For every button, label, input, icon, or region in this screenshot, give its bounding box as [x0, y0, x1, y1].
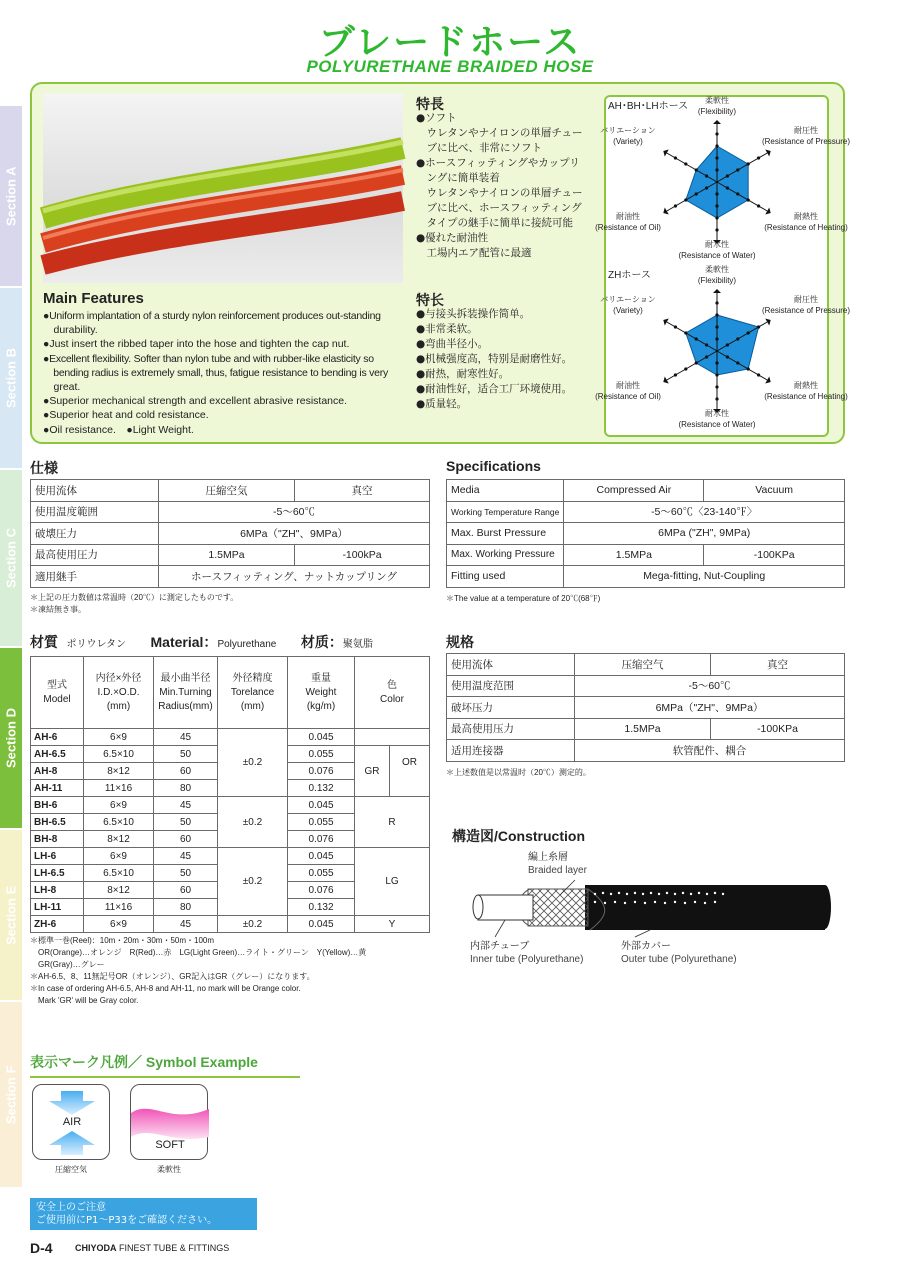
table-row — [447, 501, 845, 523]
radar-chart-1 — [595, 96, 851, 267]
radar-tick — [695, 168, 698, 171]
radius-cell: 80 — [154, 899, 218, 916]
spec-value: Vacuum — [704, 480, 845, 502]
radar-chart-2 — [595, 265, 851, 436]
model-cell: LH-6 — [31, 848, 84, 865]
radar-tick — [715, 216, 718, 219]
section-tab-label: Section A — [3, 166, 19, 226]
spec-label: Max. Burst Pressure — [447, 523, 564, 545]
axis-arrow-icon — [765, 208, 770, 215]
spec-label: Fitting used — [447, 566, 564, 588]
radar-tick — [757, 373, 760, 376]
spec-label: 使用流体 — [31, 480, 159, 502]
features-cn-line: ●非常柔软。 — [416, 323, 478, 335]
page-number: D-4 — [30, 1240, 53, 1256]
note-line: ＊上記の圧力数値は常温時（20℃）に測定したものです。 — [30, 593, 239, 602]
section-tab-a[interactable] — [0, 106, 22, 286]
radar-tick — [715, 228, 718, 231]
axis-arrow-icon — [765, 377, 770, 384]
size-cell: 8×12 — [84, 831, 154, 848]
weight-cell: 0.045 — [288, 848, 355, 865]
radar-tick — [715, 156, 718, 159]
table-row — [447, 697, 845, 719]
weight-cell: 0.076 — [288, 831, 355, 848]
column-header: 色 Color — [355, 657, 430, 729]
radius-cell: 45 — [154, 848, 218, 865]
braided-layer — [528, 889, 588, 926]
table-row — [31, 729, 430, 746]
radar-tick — [705, 186, 708, 189]
table-row — [447, 566, 845, 588]
spec-cn-note: ＊上述数值是以常温时（20℃）测定的。 — [446, 768, 591, 777]
spec-label: Working Temperature Range — [447, 501, 564, 523]
features-jp-line: ●ソフト — [416, 112, 457, 124]
axis-arrow-icon — [765, 150, 770, 157]
radar-axis-label: 耐水性(Resistance of Water) — [678, 240, 756, 260]
spec-label: 最高使用圧力 — [31, 544, 159, 566]
radar-tick — [715, 192, 718, 195]
size-cell: 6×9 — [84, 729, 154, 746]
column-header: 型式 Model — [31, 657, 84, 729]
weight-cell: 0.132 — [288, 780, 355, 797]
axis-arrow-icon — [713, 120, 721, 124]
features-cn-line: ●弯曲半径小。 — [416, 338, 489, 350]
radar-title-1: AH･BH･LHホース — [608, 101, 689, 112]
braided-en: Braided layer — [528, 865, 587, 876]
radar-tick — [705, 174, 708, 177]
radius-cell: 60 — [154, 831, 218, 848]
radius-cell: 50 — [154, 865, 218, 882]
features-en-line: ●Just insert the ribbed taper into the hose and tighten the cap nut. — [43, 338, 350, 351]
page-title: ブレードホース — [318, 22, 582, 63]
radar-tick — [747, 162, 750, 165]
spec-value: -5～60℃ — [575, 675, 845, 697]
spec-value: 真空 — [295, 480, 430, 502]
radar-tick — [684, 162, 687, 165]
outer-tube — [585, 885, 825, 930]
spec-en-table — [446, 479, 845, 588]
radar-tick — [695, 337, 698, 340]
radar-tick — [715, 301, 718, 304]
radar-tick — [715, 373, 718, 376]
column-header: 外径精度 Torelance (mm) — [218, 657, 288, 729]
radar-tick — [684, 331, 687, 334]
material-en-label: Material： — [150, 634, 218, 650]
note-line: ＊標準一巻(Reel)：10m・20m・30m・50m・100m — [30, 936, 215, 945]
features-en-list — [43, 309, 408, 437]
radar-axis-label: 耐油性(Resistance of Oil) — [595, 212, 661, 232]
spec-value: 6MPa（"ZH"、9MPa） — [575, 697, 845, 719]
size-cell: 6.5×10 — [84, 814, 154, 831]
model-cell: AH-6.5 — [31, 746, 84, 763]
weight-cell: 0.132 — [288, 899, 355, 916]
features-en-line: bending radius is extremely small, thus, fatigue resistance to bending is very — [43, 366, 389, 379]
model-cell: AH-8 — [31, 763, 84, 780]
color-cell: R — [355, 797, 430, 848]
radar-tick — [684, 367, 687, 370]
outer-tube-label — [621, 940, 737, 966]
section-tab-label: Section F — [3, 1065, 19, 1124]
spec-value: 软管配件、耦合 — [575, 740, 845, 762]
axis-arrow-icon — [663, 377, 668, 384]
radar-tick — [736, 192, 739, 195]
inner-tube — [478, 895, 533, 920]
table-row — [447, 544, 845, 566]
size-cell: 11×16 — [84, 899, 154, 916]
outer-en: Outer tube (Polyurethane) — [621, 954, 737, 965]
features-jp-line: ●ホースフィッティングやカップリ — [416, 157, 580, 169]
note-line: ＊凍結無き事。 — [30, 605, 86, 614]
radar-tick — [757, 204, 760, 207]
material-line — [30, 632, 373, 652]
note-line: ＊AH-6.5、8、11無記号OR（オレンジ）、GR記入はGR（グレー）になります。 — [30, 972, 315, 981]
features-jp-line: ブに比べ、ホースフィッティング — [416, 202, 582, 214]
spec-jp-notes — [30, 592, 238, 616]
features-jp-line: ウレタンやナイロンの単層チュー — [416, 127, 583, 139]
braided-layer-label — [528, 851, 587, 877]
spec-jp-table — [30, 479, 430, 588]
section-tab-label: Section C — [3, 528, 19, 588]
spec-value: 6MPa ("ZH", 9MPa) — [564, 523, 845, 545]
radar-axis-label: バリエーション(Variety) — [600, 295, 656, 315]
table-row — [447, 480, 845, 502]
column-header: 重量 Weight (kg/m) — [288, 657, 355, 729]
radar-tick — [695, 192, 698, 195]
radar-tick — [757, 156, 760, 159]
braided-jp: 編上糸層 — [528, 852, 568, 863]
note-line: OR(Orange)…オレンジ R(Red)…赤 LG(Light Green)…ライト・グリーン Y(Yellow)…黄 — [30, 948, 367, 957]
size-cell: 6.5×10 — [84, 865, 154, 882]
spec-label: 適用継手 — [31, 566, 159, 588]
radius-cell: 45 — [154, 916, 218, 933]
model-notes — [30, 935, 435, 1007]
spec-value: 1.5MPa — [564, 544, 704, 566]
outer-jp: 外部カバー — [621, 941, 671, 952]
construction-heading: 構造図/Construction — [452, 828, 585, 844]
material-jp-value: ポリウレタン — [66, 639, 127, 650]
spec-value: ホースフィッティング、ナットカップリング — [159, 566, 430, 588]
hose-photo — [43, 93, 403, 283]
table-row — [447, 740, 845, 762]
features-jp-line: 工場内エア配管に最適 — [416, 247, 532, 259]
spec-cn-heading: 规格 — [446, 634, 474, 650]
radar-tick — [757, 325, 760, 328]
features-en-heading: Main Features — [43, 290, 144, 307]
features-en-line: ●Superior mechanical strength and excellent abrasive resistance. — [43, 395, 348, 408]
table-row — [31, 566, 430, 588]
safety-notice — [30, 1198, 257, 1230]
tolerance-cell: ±0.2 — [218, 797, 288, 848]
air-symbol-caption: 圧縮空気 — [55, 1165, 87, 1174]
radar-tick — [736, 361, 739, 364]
features-jp-heading: 特長 — [416, 97, 444, 113]
radar-tick — [747, 331, 750, 334]
size-cell: 8×12 — [84, 763, 154, 780]
table-row — [31, 544, 430, 566]
table-row — [31, 848, 430, 865]
air-symbol-label: AIR — [62, 1116, 82, 1128]
size-cell: 8×12 — [84, 882, 154, 899]
radar-axis-label: バリエーション(Variety) — [600, 126, 656, 146]
radar-axis-label: 耐熱性(Resistance of Heating) — [764, 381, 848, 401]
radius-cell: 50 — [154, 746, 218, 763]
radar-tick — [705, 355, 708, 358]
color-cell: OR — [390, 746, 430, 780]
radar-tick — [726, 343, 729, 346]
features-cn-heading: 特长 — [416, 293, 444, 309]
radar-tick — [715, 204, 718, 207]
brand-tagline: FINEST TUBE & FITTINGS — [119, 1243, 230, 1253]
spec-value: -100KPa — [711, 718, 845, 740]
table-row — [31, 916, 430, 933]
soft-symbol-label: SOFT — [145, 1139, 195, 1151]
size-cell: 6.5×10 — [84, 746, 154, 763]
radar-tick — [715, 337, 718, 340]
model-cell: BH-6 — [31, 797, 84, 814]
color-cell: LG — [355, 848, 430, 916]
radar-axis-label: 耐圧性(Resistance of Pressure) — [761, 126, 851, 146]
radius-cell: 45 — [154, 797, 218, 814]
radar-tick — [726, 174, 729, 177]
table-row — [31, 797, 430, 814]
safety-line: 安全上のご注意 — [36, 1202, 106, 1213]
spec-value: -100kPa — [295, 544, 430, 566]
model-cell: BH-8 — [31, 831, 84, 848]
spec-value: 1.5MPa — [159, 544, 295, 566]
radar-tick — [726, 186, 729, 189]
radar-axis-label: 耐熱性(Resistance of Heating) — [764, 212, 848, 232]
radar-axis-label: 柔軟性(Flexibility) — [697, 265, 737, 285]
table-row — [447, 675, 845, 697]
inner-jp: 内部チューブ — [470, 941, 530, 952]
weight-cell: 0.055 — [288, 814, 355, 831]
section-tab-f[interactable] — [0, 1002, 22, 1187]
radar-tick — [705, 343, 708, 346]
radar-area — [686, 315, 759, 375]
radar-axis-label: 耐圧性(Resistance of Pressure) — [761, 295, 851, 315]
note-line: ＊In case of ordering AH-6.5, AH-8 and AH-11, no mark will be Orange color. — [30, 984, 301, 993]
model-cell: LH-11 — [31, 899, 84, 916]
spec-jp-heading: 仕様 — [30, 460, 58, 476]
spec-label: 破壊圧力 — [31, 523, 159, 545]
table-row — [31, 480, 430, 502]
inner-tube-label — [470, 940, 583, 966]
footer-brand — [75, 1243, 229, 1253]
features-jp-line: ングに簡単装着 — [416, 172, 500, 184]
radar-tick — [715, 313, 718, 316]
radar-tick — [715, 385, 718, 388]
size-cell: 11×16 — [84, 780, 154, 797]
model-cell: ZH-6 — [31, 916, 84, 933]
table-row — [31, 523, 430, 545]
radar-tick — [684, 198, 687, 201]
radius-cell: 45 — [154, 729, 218, 746]
weight-cell: 0.045 — [288, 729, 355, 746]
tolerance-cell: ±0.2 — [218, 848, 288, 916]
radar-tick — [674, 373, 677, 376]
spec-label: 使用流体 — [447, 654, 575, 676]
axis-arrow-icon — [663, 150, 668, 157]
material-en-value: Polyurethane — [217, 639, 277, 650]
table-row — [447, 718, 845, 740]
radius-cell: 50 — [154, 814, 218, 831]
material-cn-label: 材质： — [300, 634, 343, 650]
table-row — [447, 523, 845, 545]
spec-label: 适用连接器 — [447, 740, 575, 762]
features-en-line: great. — [43, 381, 81, 394]
axis-arrow-icon — [663, 319, 668, 326]
table-header-row — [31, 657, 430, 729]
spec-value: 6MPa（"ZH"、9MPa） — [159, 523, 430, 545]
section-tab-c[interactable] — [0, 470, 22, 646]
model-cell: LH-8 — [31, 882, 84, 899]
features-jp-line: ●優れた耐油性 — [416, 232, 489, 244]
features-cn-list — [416, 307, 606, 412]
radius-cell: 60 — [154, 763, 218, 780]
radar-tick — [715, 144, 718, 147]
model-cell: AH-6 — [31, 729, 84, 746]
weight-cell: 0.045 — [288, 916, 355, 933]
spec-label: Max. Working Pressure — [447, 544, 564, 566]
spec-value: -5～60℃ — [159, 501, 430, 523]
material-cn-value: 聚氨脂 — [342, 639, 373, 650]
spec-label: Media — [447, 480, 564, 502]
spec-value: 压缩空气 — [575, 654, 711, 676]
symbol-heading: 表示マーク凡例／ Symbol Example — [30, 1052, 300, 1078]
weight-cell: 0.055 — [288, 865, 355, 882]
spec-en-note: ＊The value at a temperature of 20℃(68℉) — [446, 594, 601, 603]
spec-value: 圧縮空気 — [159, 480, 295, 502]
features-jp-line: ウレタンやナイロンの単層チュー — [416, 187, 583, 199]
radar-axis-label: 柔軟性(Flexibility) — [697, 96, 737, 116]
features-cn-line: ●耐热，耐寒性好。 — [416, 368, 510, 380]
radar-tick — [736, 168, 739, 171]
weight-cell: 0.076 — [288, 882, 355, 899]
table-row — [31, 501, 430, 523]
features-cn-line: ●耐油性好，适合工厂环境使用。 — [416, 383, 573, 395]
tolerance-cell: ±0.2 — [218, 729, 288, 797]
features-jp-list — [416, 111, 606, 261]
radius-cell: 60 — [154, 882, 218, 899]
radar-tick — [715, 168, 718, 171]
soft-symbol — [130, 1084, 208, 1160]
size-cell: 6×9 — [84, 797, 154, 814]
radar-tick — [715, 397, 718, 400]
radar-tick — [726, 355, 729, 358]
radar-tick — [674, 204, 677, 207]
note-line: GR(Gray)…グレー — [30, 960, 105, 969]
spec-value: Mega-fitting, Nut-Coupling — [564, 566, 845, 588]
features-cn-line: ●与接头拆装操作简单。 — [416, 308, 531, 320]
radar-title-2: ZHホース — [608, 270, 651, 281]
section-tab-label: Section B — [3, 348, 19, 408]
section-tab-b[interactable] — [0, 288, 22, 468]
features-en-line: ●Excellent flexibility. Softer than nylon tube and with rubber-like elasticity so — [43, 352, 374, 365]
radar-tick — [695, 361, 698, 364]
inner-en: Inner tube (Polyurethane) — [470, 954, 584, 965]
size-cell: 6×9 — [84, 916, 154, 933]
features-cn-line: ●质量轻。 — [416, 398, 468, 410]
spec-value: 1.5MPa — [575, 718, 711, 740]
radar-tick — [674, 325, 677, 328]
axis-arrow-icon — [663, 208, 668, 215]
model-cell: BH-6.5 — [31, 814, 84, 831]
material-jp-label: 材質 — [30, 634, 58, 650]
features-jp-line: タイプの継手に簡単に接続可能 — [416, 217, 573, 229]
weight-cell: 0.045 — [288, 797, 355, 814]
section-tab-label: Section D — [3, 708, 19, 768]
radar-tick — [715, 325, 718, 328]
model-table — [30, 656, 430, 933]
axis-arrow-icon — [713, 289, 721, 293]
radar-tick — [747, 198, 750, 201]
axis-arrow-icon — [765, 319, 770, 326]
spec-label: 最高使用压力 — [447, 718, 575, 740]
features-en-line: ●Superior heat and cold resistance. — [43, 409, 209, 422]
construction-diagram — [460, 875, 840, 940]
radar-tick — [715, 132, 718, 135]
spec-label: 破坏压力 — [447, 697, 575, 719]
soft-symbol-caption: 柔軟性 — [157, 1165, 181, 1174]
table-row — [447, 654, 845, 676]
spec-label: 使用温度范围 — [447, 675, 575, 697]
color-cell: GR — [355, 746, 390, 797]
radar-tick — [747, 367, 750, 370]
spec-value: -5～60℃〈23-140℉〉 — [564, 501, 845, 523]
brand-name: CHIYODA — [75, 1243, 117, 1253]
spec-cn-table — [446, 653, 845, 762]
section-tab-d[interactable] — [0, 648, 22, 828]
radius-cell: 80 — [154, 780, 218, 797]
radar-tick — [736, 337, 739, 340]
spec-value: -100KPa — [704, 544, 845, 566]
column-header: 内径×外径 I.D.×O.D. (mm) — [84, 657, 154, 729]
features-en-line: ●Uniform implantation of a sturdy nylon reinforcement produces out-standing — [43, 310, 381, 322]
features-en-line: ●Oil resistance. ●Light Weight. — [43, 423, 194, 436]
note-line: Mark 'GR' will be Gray color. — [30, 996, 139, 1005]
spec-value: 真空 — [711, 654, 845, 676]
model-cell: LH-6.5 — [31, 865, 84, 882]
size-cell: 6×9 — [84, 848, 154, 865]
features-jp-line: ブに比べ、非常にソフト — [416, 142, 542, 154]
weight-cell: 0.076 — [288, 763, 355, 780]
radar-axis-label: 耐水性(Resistance of Water) — [678, 409, 756, 429]
tolerance-cell: ±0.2 — [218, 916, 288, 933]
spec-en-heading: Specifications — [446, 458, 541, 474]
spec-label: 使用温度範囲 — [31, 501, 159, 523]
page-subtitle: POLYURETHANE BRAIDED HOSE — [306, 57, 594, 76]
section-tab-label: Section E — [3, 885, 19, 945]
color-cell: Y — [355, 916, 430, 933]
features-cn-line: ●机械强度高，特别是耐磨性好。 — [416, 353, 573, 365]
column-header: 最小曲半径 Min.Turning Radius(mm) — [154, 657, 218, 729]
section-tab-e[interactable] — [0, 830, 22, 1000]
model-cell: AH-11 — [31, 780, 84, 797]
radar-axis-label: 耐油性(Resistance of Oil) — [595, 381, 661, 401]
features-en-line: durability. — [43, 324, 98, 337]
spec-value: Compressed Air — [564, 480, 704, 502]
radar-tick — [715, 361, 718, 364]
air-symbol — [32, 1084, 110, 1160]
weight-cell: 0.055 — [288, 746, 355, 763]
safety-line: ご使用前にP1～P33をご確認ください。 — [36, 1215, 218, 1226]
radar-tick — [674, 156, 677, 159]
